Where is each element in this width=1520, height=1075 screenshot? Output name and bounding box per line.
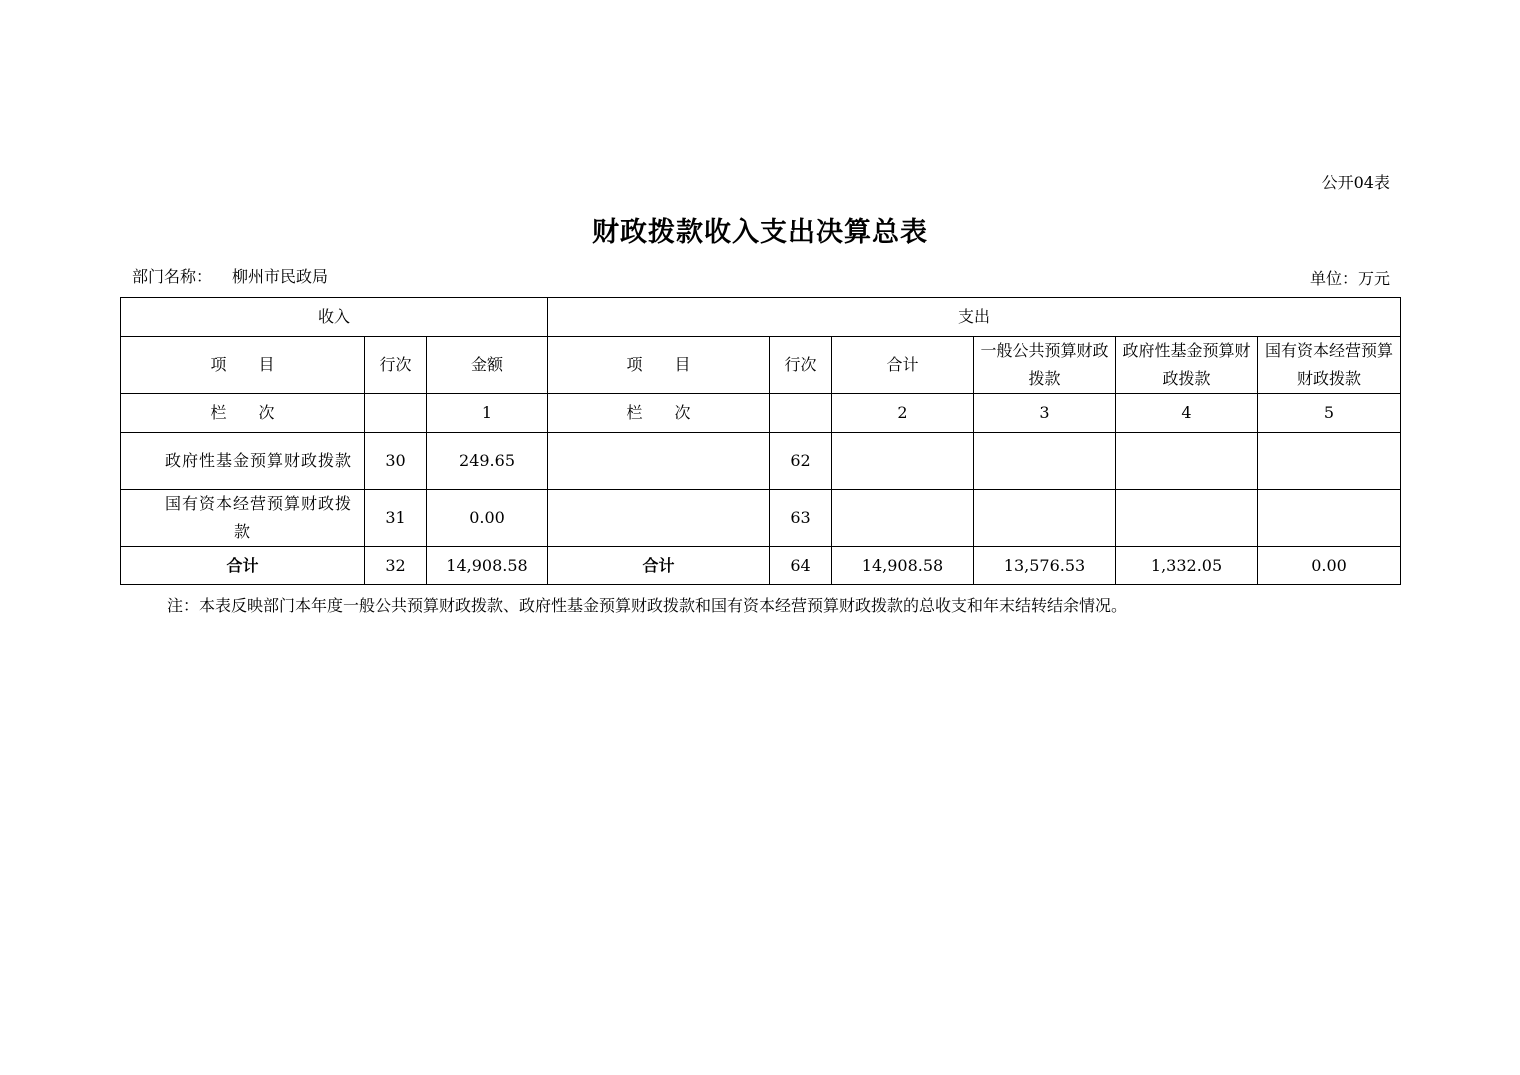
table-row bbox=[121, 490, 1401, 547]
expense-item-header: 项 目 bbox=[548, 337, 770, 394]
page-title: 财政拨款收入支出决算总表 bbox=[592, 217, 928, 248]
income-total-line: 32 bbox=[365, 547, 427, 585]
expense-total-label: 合计 bbox=[548, 547, 770, 585]
form-number: 公开04表 bbox=[1321, 173, 1390, 192]
expense-col-index-line bbox=[770, 394, 832, 433]
gov-fund-value bbox=[1116, 490, 1258, 547]
income-line: 31 bbox=[365, 490, 427, 547]
state-capital-total: 0.00 bbox=[1258, 547, 1401, 585]
income-item: 国有资本经营预算财政拨款 bbox=[121, 490, 365, 547]
column-index-row bbox=[121, 394, 1401, 433]
gov-fund-value bbox=[1116, 433, 1258, 490]
expense-header: 支出 bbox=[548, 298, 1401, 337]
income-col-index-line bbox=[365, 394, 427, 433]
state-capital-col-index: 5 bbox=[1258, 394, 1401, 433]
department-label: 部门名称： bbox=[132, 267, 213, 286]
income-col-index-label: 栏 次 bbox=[121, 394, 365, 433]
expense-item bbox=[548, 490, 770, 547]
appropriation-table bbox=[120, 297, 1401, 585]
unit-label: 单位：万元 bbox=[1309, 269, 1390, 288]
state-capital-header: 国有资本经营预算财政拨款 bbox=[1258, 337, 1401, 394]
expense-total bbox=[832, 433, 974, 490]
expense-line: 63 bbox=[770, 490, 832, 547]
total-col-index: 2 bbox=[832, 394, 974, 433]
department-value: 柳州市民政局 bbox=[232, 267, 329, 286]
state-capital-value bbox=[1258, 433, 1401, 490]
amount-col-index: 1 bbox=[427, 394, 548, 433]
table-note: 注：本表反映部门本年度一般公共预算财政拨款、政府性基金预算财政拨款和国有资本经营预算财政拨款的总收支和年末结转结余情况。 bbox=[167, 596, 1128, 615]
income-total-amount: 14,908.58 bbox=[427, 547, 548, 585]
income-header: 收入 bbox=[121, 298, 548, 337]
expense-total-amount: 14,908.58 bbox=[832, 547, 974, 585]
gov-fund-header: 政府性基金预算财政拨款 bbox=[1116, 337, 1258, 394]
expense-col-index-label: 栏 次 bbox=[548, 394, 770, 433]
income-amount: 249.65 bbox=[427, 433, 548, 490]
table-section-header-row bbox=[121, 298, 1401, 337]
department-line bbox=[132, 264, 328, 287]
expense-total-line: 64 bbox=[770, 547, 832, 585]
expense-item bbox=[548, 433, 770, 490]
general-budget-total: 13,576.53 bbox=[974, 547, 1116, 585]
general-budget-value bbox=[974, 433, 1116, 490]
income-item-header: 项 目 bbox=[121, 337, 365, 394]
general-budget-value bbox=[974, 490, 1116, 547]
income-line-header: 行次 bbox=[365, 337, 427, 394]
income-amount-header: 金额 bbox=[427, 337, 548, 394]
general-budget-col-index: 3 bbox=[974, 394, 1116, 433]
gov-fund-total: 1,332.05 bbox=[1116, 547, 1258, 585]
table-column-header-row bbox=[121, 337, 1401, 394]
total-row bbox=[121, 547, 1401, 585]
gov-fund-col-index: 4 bbox=[1116, 394, 1258, 433]
general-budget-header: 一般公共预算财政拨款 bbox=[974, 337, 1116, 394]
expense-line: 62 bbox=[770, 433, 832, 490]
income-line: 30 bbox=[365, 433, 427, 490]
state-capital-value bbox=[1258, 490, 1401, 547]
income-amount: 0.00 bbox=[427, 490, 548, 547]
income-item: 政府性基金预算财政拨款 bbox=[121, 433, 365, 490]
expense-line-header: 行次 bbox=[770, 337, 832, 394]
expense-total bbox=[832, 490, 974, 547]
table-row bbox=[121, 433, 1401, 490]
total-header: 合计 bbox=[832, 337, 974, 394]
income-total-label: 合计 bbox=[121, 547, 365, 585]
